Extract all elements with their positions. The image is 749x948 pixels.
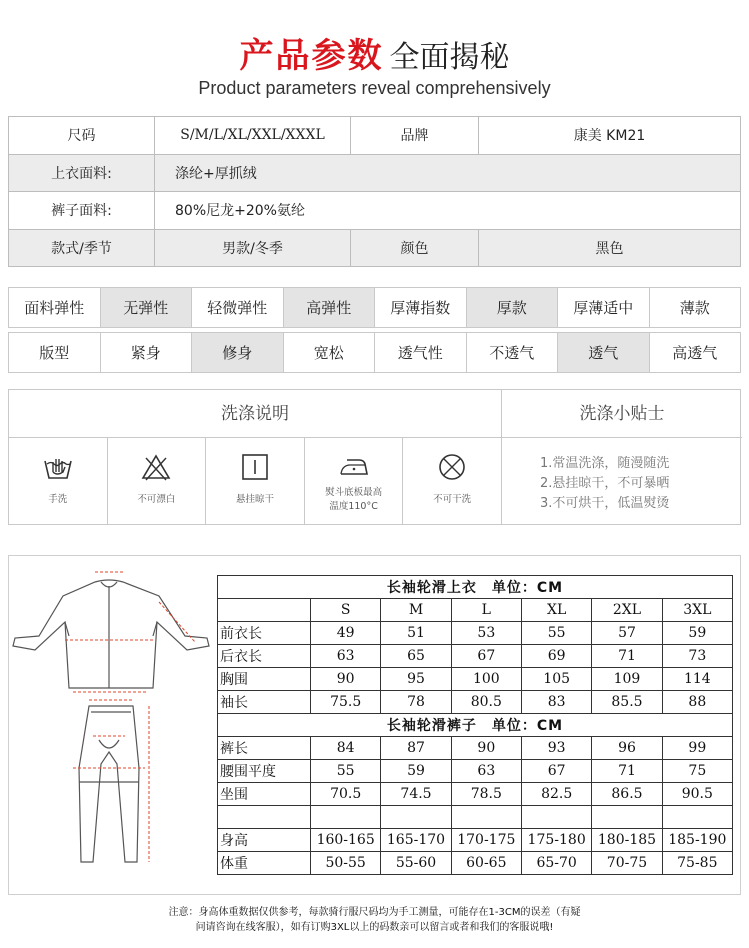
header-title-black: 全面揭秘 (389, 40, 510, 75)
wash-caption: 不可干洗 (433, 494, 472, 505)
cell: 75 (662, 760, 732, 783)
size-note (0, 905, 749, 935)
cell: 67 (451, 645, 521, 668)
cell: 87 (381, 737, 451, 760)
iron-icon (337, 452, 371, 482)
wash-icon-cell (305, 438, 404, 524)
wash-caption: 熨斗底板最高 (325, 487, 383, 498)
cell: 82.5 (521, 783, 591, 806)
blank-cell (592, 806, 662, 829)
attr-cell: 高弹性 (283, 288, 375, 328)
top-size-title: 长袖轮滑上衣 单位：CM (218, 576, 733, 599)
attr-cell: 面料弹性 (9, 288, 101, 328)
header-title-red: 产品参数 (239, 36, 384, 76)
cell: 73 (662, 645, 732, 668)
wash-section (8, 389, 741, 525)
cell: 109 (592, 668, 662, 691)
table-row (218, 760, 733, 783)
cell: 105 (521, 668, 591, 691)
attr-cell: 无弹性 (100, 288, 192, 328)
cell: 55 (311, 760, 381, 783)
attr-cell: 宽松 (283, 333, 375, 373)
cell: 71 (592, 760, 662, 783)
wash-tip: 1.常温洗涤，随漫随洗 (540, 456, 670, 471)
cell: 59 (662, 622, 732, 645)
wash-title: 洗涤说明 (9, 390, 501, 438)
pants-fabric-value: 80%尼龙+20%氨纶 (155, 192, 741, 230)
cell: 88 (662, 691, 732, 714)
cell: 65 (381, 645, 451, 668)
note-line-1: 注意：身高体重数据仅供参考，每款骑行服尺码均为手工测量，可能存在1-3CM的误差（有疑 (168, 907, 581, 918)
cell: 99 (662, 737, 732, 760)
cell: 83 (521, 691, 591, 714)
cell: 165-170 (381, 829, 451, 852)
note-line-2: 问请咨询在线客服），如有订购3XL以上的码数亲可以留言或者和我们的客服说哦! (195, 922, 554, 933)
color-value: 黑色 (479, 229, 741, 267)
attribute-table (8, 287, 741, 373)
cell: 90 (311, 668, 381, 691)
blank-cell (381, 806, 451, 829)
size-header: M (381, 599, 451, 622)
cell: 74.5 (381, 783, 451, 806)
style-value: 男款/冬季 (155, 229, 351, 267)
cell: 59 (381, 760, 451, 783)
attr-cell: 透气性 (375, 333, 467, 373)
cell: 57 (592, 622, 662, 645)
cell: 160-165 (311, 829, 381, 852)
cell: 70-75 (592, 852, 662, 875)
table-row (218, 783, 733, 806)
cell: 96 (592, 737, 662, 760)
cell: 70.5 (311, 783, 381, 806)
cell: 75.5 (311, 691, 381, 714)
no-tumble-dry-icon (436, 452, 468, 482)
table-row (218, 829, 733, 852)
cell: 185-190 (662, 829, 732, 852)
attr-cell: 厚款 (466, 288, 558, 328)
wash-tips-title: 洗涤小贴士 (501, 390, 742, 438)
size-table (217, 575, 733, 875)
wash-icon-cell (108, 438, 207, 524)
blank-cell (218, 806, 311, 829)
page-header (0, 28, 749, 77)
row-label: 裤长 (218, 737, 311, 760)
cell: 51 (381, 622, 451, 645)
cell: 78.5 (451, 783, 521, 806)
cell: 86.5 (592, 783, 662, 806)
attr-cell: 薄款 (649, 288, 741, 328)
size-corner (218, 599, 311, 622)
basic-info-table (8, 116, 741, 267)
size-header: 2XL (592, 599, 662, 622)
wash-tip: 3.不可烘干，低温熨烫 (540, 496, 670, 511)
cell: 180-185 (592, 829, 662, 852)
cell: 55-60 (381, 852, 451, 875)
wash-icon-cell (9, 438, 108, 524)
cell: 50-55 (311, 852, 381, 875)
attr-cell: 版型 (9, 333, 101, 373)
attr-cell: 紧身 (100, 333, 192, 373)
cell: 60-65 (451, 852, 521, 875)
table-row (218, 737, 733, 760)
size-header: XL (521, 599, 591, 622)
wash-caption: 悬挂晾干 (235, 494, 274, 505)
cell: 65-70 (521, 852, 591, 875)
hand-wash-icon (42, 452, 74, 482)
attr-cell: 不透气 (466, 333, 558, 373)
table-row (218, 691, 733, 714)
no-bleach-icon (140, 452, 172, 482)
wash-icon-cell (403, 438, 501, 524)
wash-icon-cell (206, 438, 305, 524)
top-fabric-label: 上衣面料: (9, 154, 155, 192)
attr-cell: 厚薄适中 (558, 288, 650, 328)
table-row (218, 622, 733, 645)
cell: 114 (662, 668, 732, 691)
row-label: 袖长 (218, 691, 311, 714)
table-row (218, 852, 733, 875)
cell: 67 (521, 760, 591, 783)
cell: 90 (451, 737, 521, 760)
wash-tips (501, 438, 742, 524)
cell: 84 (311, 737, 381, 760)
cell: 170-175 (451, 829, 521, 852)
size-header: L (451, 599, 521, 622)
attr-cell: 透气 (558, 333, 650, 373)
cell: 71 (592, 645, 662, 668)
attr-cell: 高透气 (649, 333, 741, 373)
wash-tip: 2.悬挂晾干，不可暴晒 (540, 476, 670, 491)
blank-cell (311, 806, 381, 829)
size-value: S/M/L/XL/XXL/XXXL (155, 117, 351, 155)
row-label: 前衣长 (218, 622, 311, 645)
cell: 85.5 (592, 691, 662, 714)
wash-caption-2: 温度110°C (329, 501, 378, 512)
row-label: 腰围平度 (218, 760, 311, 783)
cell: 55 (521, 622, 591, 645)
row-label: 后衣长 (218, 645, 311, 668)
cell: 69 (521, 645, 591, 668)
table-row (218, 645, 733, 668)
hang-dry-icon (239, 452, 271, 482)
pants-size-title: 长袖轮滑裤子 单位：CM (218, 714, 733, 737)
cell: 175-180 (521, 829, 591, 852)
size-label: 尺码 (9, 117, 155, 155)
row-label: 身高 (218, 829, 311, 852)
attr-cell: 轻微弹性 (192, 288, 284, 328)
cell: 75-85 (662, 852, 732, 875)
cell: 49 (311, 622, 381, 645)
wash-icons (9, 438, 501, 524)
garment-diagram (9, 556, 219, 896)
cell: 78 (381, 691, 451, 714)
cell: 80.5 (451, 691, 521, 714)
cell: 100 (451, 668, 521, 691)
style-label: 款式/季节 (9, 229, 155, 267)
blank-cell (451, 806, 521, 829)
size-header: 3XL (662, 599, 732, 622)
row-label: 坐围 (218, 783, 311, 806)
pants-fabric-label: 裤子面料: (9, 192, 155, 230)
blank-cell (521, 806, 591, 829)
cell: 93 (521, 737, 591, 760)
attr-cell: 厚薄指数 (375, 288, 467, 328)
brand-label: 品牌 (351, 117, 479, 155)
cell: 63 (311, 645, 381, 668)
blank-row (218, 806, 733, 829)
attr-cell: 修身 (192, 333, 284, 373)
wash-caption: 手洗 (48, 494, 68, 505)
cell: 63 (451, 760, 521, 783)
top-fabric-value: 涤纶+厚抓绒 (155, 154, 741, 192)
brand-value: 康美 KM21 (479, 117, 741, 155)
row-label: 体重 (218, 852, 311, 875)
cell: 53 (451, 622, 521, 645)
size-header: S (311, 599, 381, 622)
cell: 95 (381, 668, 451, 691)
header-subtitle: Product parameters reveal comprehensively (198, 78, 551, 98)
color-label: 颜色 (351, 229, 479, 267)
wash-caption: 不可漂白 (137, 494, 176, 505)
blank-cell (662, 806, 732, 829)
table-row (218, 668, 733, 691)
cell: 90.5 (662, 783, 732, 806)
row-label: 胸围 (218, 668, 311, 691)
